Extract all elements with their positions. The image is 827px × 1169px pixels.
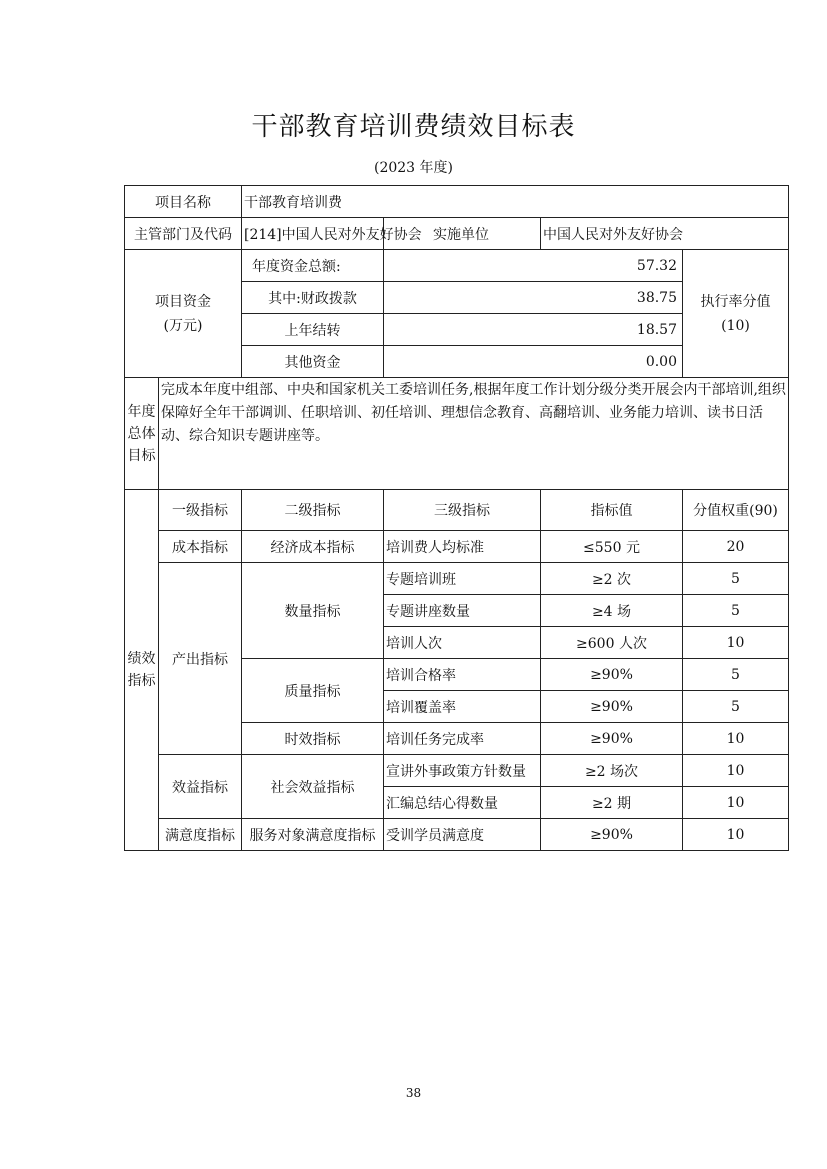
funds-other-label: 其他资金 [242, 346, 384, 378]
project-name-value: 干部教育培训费 [242, 186, 789, 218]
quality-level3: 培训覆盖率 [384, 691, 541, 723]
quantity-level3: 专题培训班 [384, 563, 541, 595]
quality-level2: 质量指标 [242, 659, 384, 723]
annual-goal-text: 完成本年度中组部、中央和国家机关工委培训任务,根据年度工作计划分级分类开展会内干部培训,组织保障好全年干部调训、任职培训、初任培训、理想信念教育、高翻培训、业务能力培训、读书日活动、综合知识专题讲座等。 [159, 378, 789, 490]
performance-goal-table [124, 185, 789, 851]
cost-level1: 成本指标 [159, 531, 242, 563]
benefit-weight: 10 [683, 755, 789, 787]
project-name-label: 项目名称 [125, 186, 242, 218]
cost-value: ≤550 元 [541, 531, 683, 563]
annual-goal-label: 年度总体目标 [125, 378, 159, 490]
annual-goal-row [125, 378, 789, 490]
funds-carry-value: 18.57 [384, 314, 683, 346]
benefit-weight: 10 [683, 787, 789, 819]
table-row [125, 819, 789, 851]
header-value: 指标值 [541, 490, 683, 531]
benefit-value: ≥2 场次 [541, 755, 683, 787]
funds-fiscal-label: 其中:财政拨款 [242, 282, 384, 314]
page-number: 38 [405, 1086, 422, 1100]
dept-label: 主管部门及代码 [125, 218, 242, 250]
quantity-value: ≥2 次 [541, 563, 683, 595]
benefit-level3: 宣讲外事政策方针数量 [384, 755, 541, 787]
satisfaction-weight: 10 [683, 819, 789, 851]
satisfaction-level2: 服务对象满意度指标 [242, 819, 384, 851]
impl-value: 中国人民对外友好协会 [541, 218, 789, 250]
funds-fiscal-value: 38.75 [384, 282, 683, 314]
header-level3: 三级指标 [384, 490, 541, 531]
cost-level2: 经济成本指标 [242, 531, 384, 563]
timeliness-value: ≥90% [541, 723, 683, 755]
table-row [125, 531, 789, 563]
funds-total-label: 年度资金总额: [242, 250, 384, 282]
quantity-value: ≥4 场 [541, 595, 683, 627]
project-name-row [125, 186, 789, 218]
indicator-header-row [125, 490, 789, 531]
quantity-level3: 培训人次 [384, 627, 541, 659]
quantity-weight: 5 [683, 563, 789, 595]
quantity-value: ≥600 人次 [541, 627, 683, 659]
funds-carry-label: 上年结转 [242, 314, 384, 346]
funds-unit: (万元) [163, 317, 203, 334]
header-weight: 分值权重(90) [683, 490, 789, 531]
quality-value: ≥90% [541, 691, 683, 723]
satisfaction-level3: 受训学员满意度 [384, 819, 541, 851]
quality-weight: 5 [683, 691, 789, 723]
year-subtitle: (2023 年度) [373, 160, 453, 176]
funds-total-value: 57.32 [384, 250, 683, 282]
quantity-level3: 专题讲座数量 [384, 595, 541, 627]
page-title: 干部教育培训费绩效目标表 [251, 112, 576, 142]
table-row [125, 755, 789, 787]
table-row [125, 563, 789, 595]
timeliness-weight: 10 [683, 723, 789, 755]
benefit-level2: 社会效益指标 [242, 755, 384, 819]
benefit-value: ≥2 期 [541, 787, 683, 819]
funds-label [125, 250, 242, 378]
quantity-weight: 5 [683, 595, 789, 627]
impl-label: 实施单位 [384, 218, 541, 250]
dept-value: [214]中国人民对外友好协会 [242, 218, 384, 250]
quality-value: ≥90% [541, 659, 683, 691]
benefit-level3: 汇编总结心得数量 [384, 787, 541, 819]
header-level1: 一级指标 [159, 490, 242, 531]
header-level2: 二级指标 [242, 490, 384, 531]
output-level1: 产出指标 [159, 563, 242, 755]
cost-level3: 培训费人均标准 [384, 531, 541, 563]
timeliness-level3: 培训任务完成率 [384, 723, 541, 755]
funds-other-value: 0.00 [384, 346, 683, 378]
exec-rate-value: (10) [721, 317, 750, 334]
benefit-level1: 效益指标 [159, 755, 242, 819]
satisfaction-value: ≥90% [541, 819, 683, 851]
timeliness-level2: 时效指标 [242, 723, 384, 755]
department-row [125, 218, 789, 250]
quantity-level2: 数量指标 [242, 563, 384, 659]
exec-rate-cell [683, 250, 789, 378]
quality-level3: 培训合格率 [384, 659, 541, 691]
indicators-label: 绩效指标 [125, 490, 159, 851]
funds-total-row [125, 250, 789, 282]
quality-weight: 5 [683, 659, 789, 691]
exec-rate-label: 执行率分值 [700, 293, 771, 310]
satisfaction-level1: 满意度指标 [159, 819, 242, 851]
quantity-weight: 10 [683, 627, 789, 659]
funds-title: 项目资金 [155, 293, 211, 310]
cost-weight: 20 [683, 531, 789, 563]
